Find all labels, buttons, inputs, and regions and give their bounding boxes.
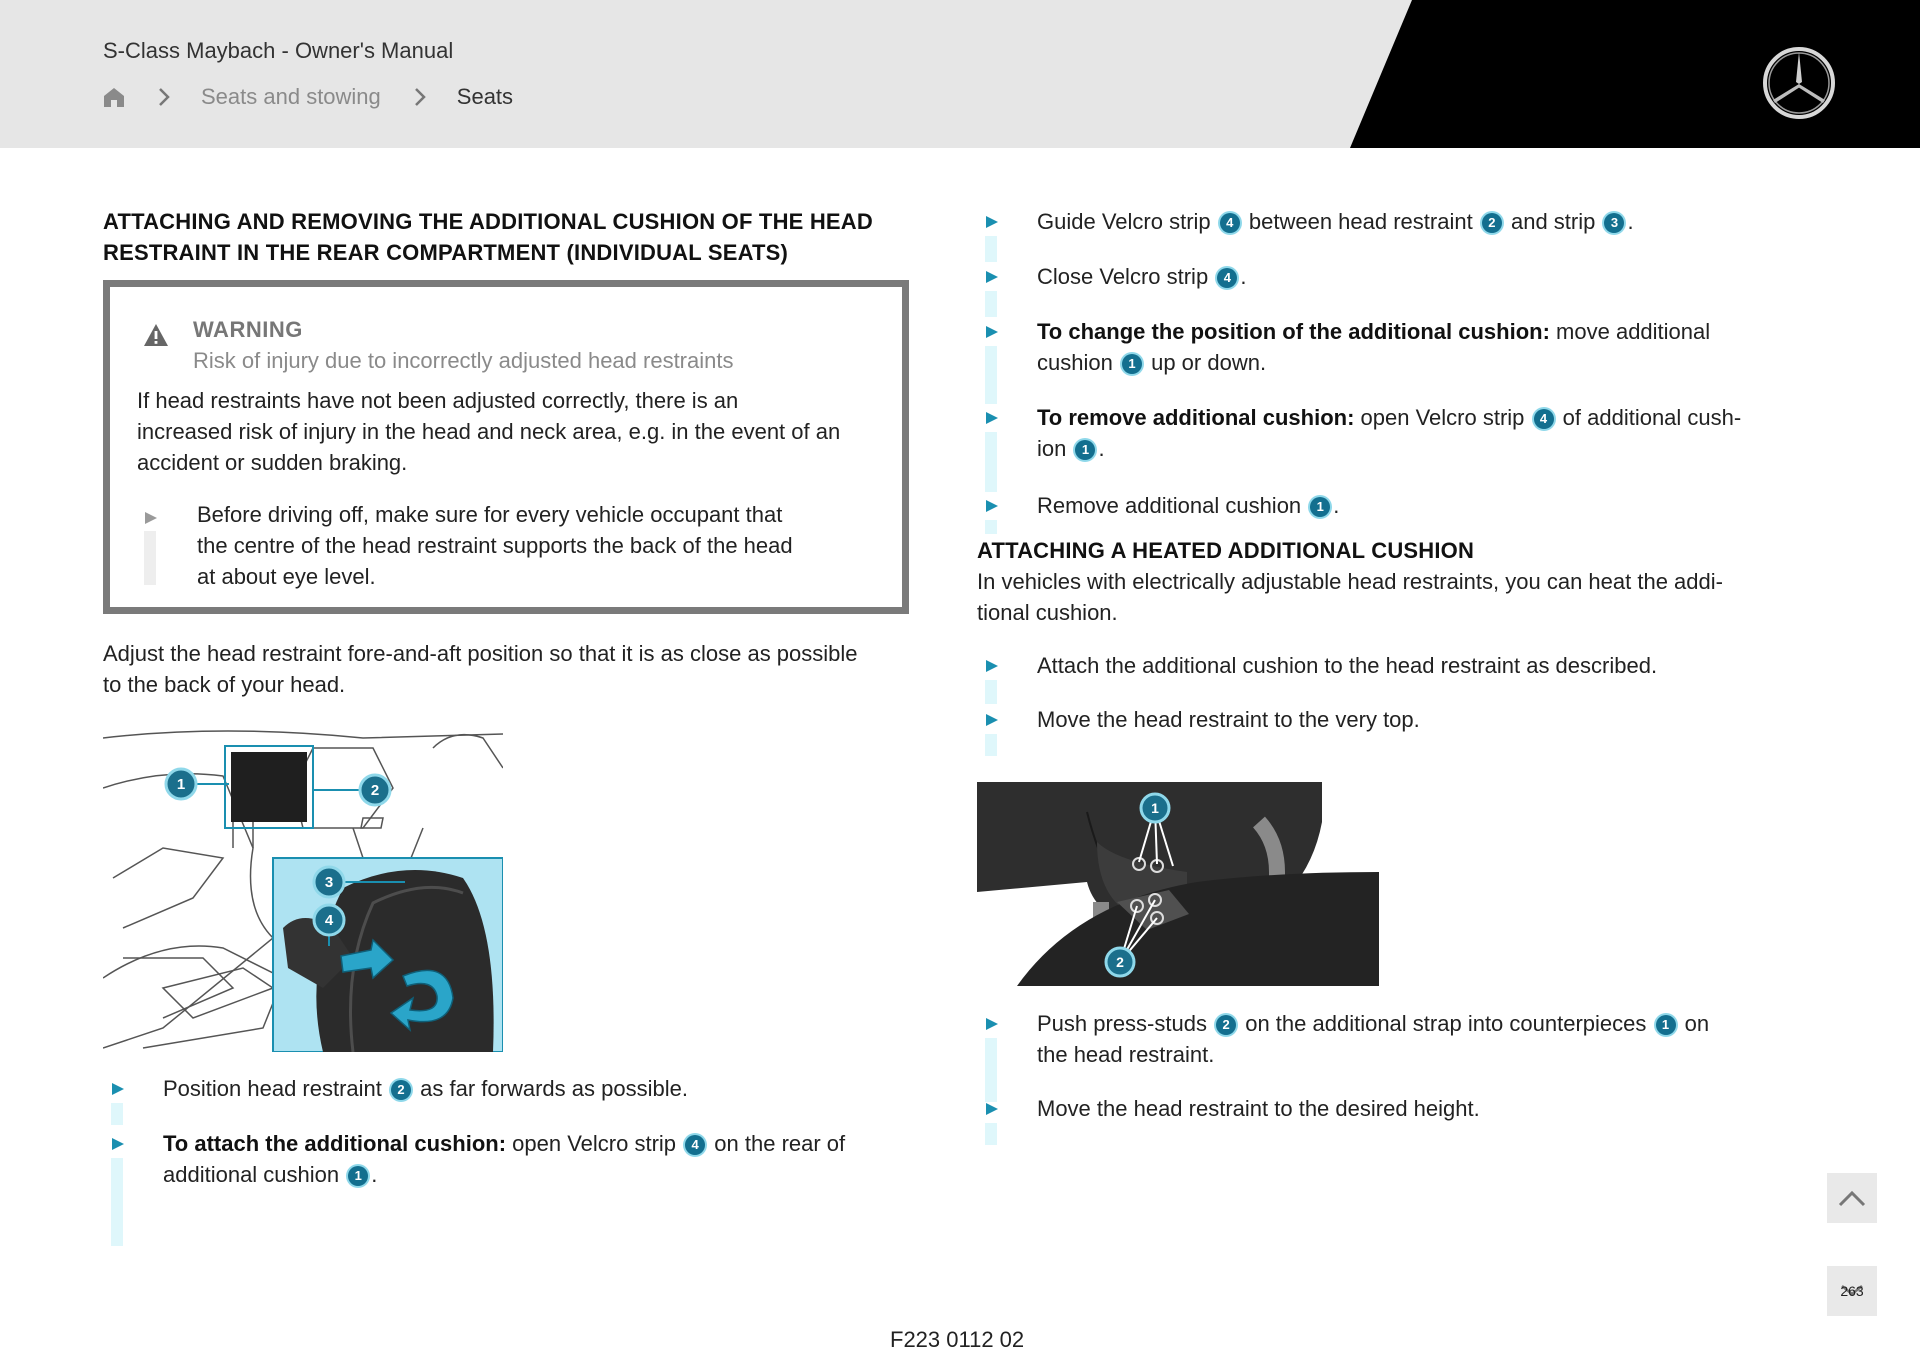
step-text: [1037, 490, 1747, 521]
step-bar: [985, 520, 997, 534]
warning-step: [137, 499, 887, 589]
heated-paragraph: [977, 566, 1777, 628]
step-text: [163, 1073, 873, 1104]
home-icon[interactable]: [103, 86, 125, 108]
paragraph-line: tional cushion.: [977, 600, 1118, 625]
step-text-part: on: [1684, 1011, 1710, 1036]
callout-label: 2: [1116, 954, 1124, 970]
callout-badge: 4: [685, 1135, 705, 1155]
step-bold-label: To change the position of the additional cushion:: [1037, 319, 1550, 344]
callout-3: [314, 867, 344, 897]
chevron-up-icon: [1837, 1188, 1867, 1208]
step-text-part: ion: [1037, 436, 1067, 461]
step-text-part: Position head restraint: [163, 1076, 382, 1101]
paragraph-line: Adjust the head restraint fore-and-aft position so that it is as close as possible: [103, 641, 858, 666]
section-title: [103, 206, 903, 268]
warning-step-line: Before driving off, make sure for every vehicle occupant that: [197, 502, 783, 527]
callout-badge: 1: [1656, 1015, 1676, 1035]
step-triangle-icon: [985, 713, 999, 727]
section-title-line: RESTRAINT IN THE REAR COMPARTMENT (INDIVIDUAL SEATS): [103, 240, 789, 265]
warning-step-line: at about eye level.: [197, 564, 376, 589]
callout-label: 1: [176, 776, 186, 793]
callout-label: 1: [1151, 800, 1159, 816]
step-text-part: and strip: [1510, 209, 1596, 234]
warning-subtitle: Risk of injury due to incorrectly adjusted head restraints: [193, 348, 734, 373]
breadcrumb-current-seats: Seats: [456, 84, 514, 109]
warning-body-line: If head restraints have not been adjusted correctly, there is an: [137, 388, 739, 413]
step-triangle-icon: [985, 411, 999, 425]
step-text: Attach the additional cushion to the head restraint as described.: [1037, 653, 1658, 678]
callout-badge: 2: [391, 1080, 411, 1100]
callout-badge: 1: [348, 1166, 368, 1186]
warning-triangle-icon: [143, 323, 169, 347]
warning-body-line: increased risk of injury in the head and neck area, e.g. in the event of an: [137, 419, 841, 444]
callout-badge: 1: [1075, 440, 1095, 460]
step-bar: [985, 680, 997, 704]
paragraph-line: to the back of your head.: [103, 672, 346, 697]
step-text: [163, 1128, 873, 1190]
callout-2: [360, 775, 390, 805]
warning-body: [137, 385, 887, 478]
step-text-part: move additional: [1556, 319, 1711, 344]
callout-badge: 4: [1217, 268, 1237, 288]
step-text-part: .: [1333, 493, 1340, 518]
step-triangle-icon: [144, 511, 158, 525]
step-text-part: between head restraint: [1248, 209, 1473, 234]
callout-badge: 4: [1534, 409, 1554, 429]
callout-badge: 1: [1122, 354, 1142, 374]
breadcrumb-link-seats-and-stowing[interactable]: Seats and stowing: [201, 84, 381, 109]
warning-box: [103, 280, 909, 614]
warning-step-line: the centre of the head restraint supports the back of the head: [197, 533, 793, 558]
callout-2: [1106, 948, 1134, 976]
callout-badge: 3: [1604, 213, 1624, 233]
step-bar: [111, 1103, 123, 1125]
step-bar: [985, 432, 997, 492]
step-text: [1037, 206, 1747, 237]
subheading-heated-cushion: ATTACHING A HEATED ADDITIONAL CUSHION: [977, 538, 1475, 563]
callout-badge: 2: [1482, 213, 1502, 233]
callout-badge: 4: [1220, 213, 1240, 233]
step-text-part: .: [1240, 264, 1247, 289]
step-bar: [985, 346, 997, 404]
step-text: Move the head restraint to the desired height.: [1037, 1096, 1480, 1121]
document-title: S-Class Maybach - Owner's Manual: [103, 38, 454, 63]
heated-cushion-illustration: [977, 782, 1379, 986]
step-bar: [985, 236, 997, 262]
step-text-part: cushion: [1037, 350, 1113, 375]
step-bar: [985, 734, 997, 756]
paragraph-line: In vehicles with electrically adjustable head restraints, you can heat the addi-: [977, 569, 1723, 594]
step-bold-label: To remove additional cushion:: [1037, 405, 1355, 430]
step-bar: [111, 1158, 123, 1246]
section-title-line: ATTACHING AND REMOVING THE ADDITIONAL CUSHION OF THE HEAD: [103, 209, 873, 234]
step-triangle-icon: [985, 325, 999, 339]
chevron-right-icon: [157, 86, 171, 108]
step-text-part: Guide Velcro strip: [1037, 209, 1211, 234]
step-triangle-icon: [985, 1102, 999, 1116]
callout-label: 4: [324, 912, 334, 929]
step-bar: [985, 1038, 997, 1102]
callout-badge: 1: [1310, 497, 1330, 517]
step-text: Move the head restraint to the very top.: [1037, 707, 1420, 732]
step-text: [1037, 261, 1747, 292]
step-triangle-icon: [985, 215, 999, 229]
step-text-part: .: [1098, 436, 1105, 461]
page-indicator-button[interactable]: [1827, 1266, 1877, 1316]
step-text-part: on the rear of: [714, 1131, 846, 1156]
callout-badge: 2: [1216, 1015, 1236, 1035]
step-triangle-icon: [985, 499, 999, 513]
adjust-paragraph: [103, 638, 923, 700]
step-bold-label: To attach the additional cushion:: [163, 1131, 507, 1156]
step-text-part: Push press-studs: [1037, 1011, 1207, 1036]
callout-label: 2: [370, 782, 380, 799]
warning-body-line: accident or sudden braking.: [137, 450, 408, 475]
step-triangle-icon: [985, 659, 999, 673]
step-text: [1037, 316, 1747, 378]
warning-label: WARNING: [193, 317, 303, 342]
mercedes-star-logo[interactable]: [1762, 46, 1836, 120]
callout-4: [314, 905, 344, 935]
step-text-part: of additional cush-: [1562, 405, 1742, 430]
step-triangle-icon: [985, 1017, 999, 1031]
step-triangle-icon: [985, 270, 999, 284]
step-text-part: as far forwards as possible.: [420, 1076, 688, 1101]
step-text: [1037, 402, 1747, 464]
step-triangle-icon: [111, 1082, 125, 1096]
step-text-part: Remove additional cushion: [1037, 493, 1302, 518]
step-text-part: open Velcro strip: [512, 1131, 677, 1156]
step-bar: [985, 291, 997, 317]
step-text-part: .: [1627, 209, 1634, 234]
warning-step-text: [197, 499, 857, 592]
breadcrumb: [103, 82, 513, 112]
page-number: 263: [1840, 1283, 1864, 1299]
callout-1: [166, 769, 196, 799]
step-text-part: up or down.: [1151, 350, 1267, 375]
step-text-part: .: [371, 1162, 378, 1187]
step-text-part: on the additional strap into counterpieces: [1245, 1011, 1647, 1036]
chevron-right-icon: [413, 86, 427, 108]
step-text-part: Close Velcro strip: [1037, 264, 1209, 289]
page-header: [0, 0, 1920, 148]
callout-1: [1141, 794, 1169, 822]
step-bar: [985, 1123, 997, 1145]
figure-code: F223 0112 02: [890, 1327, 1025, 1352]
callout-label: 3: [324, 874, 334, 891]
step-triangle-icon: [111, 1137, 125, 1151]
step-bar: [144, 531, 156, 585]
step-text-part: additional cushion: [163, 1162, 340, 1187]
head-restraint-illustration: [103, 728, 503, 1052]
step-text-part: the head restraint.: [1037, 1042, 1215, 1067]
step-text-part: open Velcro strip: [1360, 405, 1525, 430]
scroll-up-button[interactable]: [1827, 1173, 1877, 1223]
step-text: [1037, 1008, 1747, 1070]
